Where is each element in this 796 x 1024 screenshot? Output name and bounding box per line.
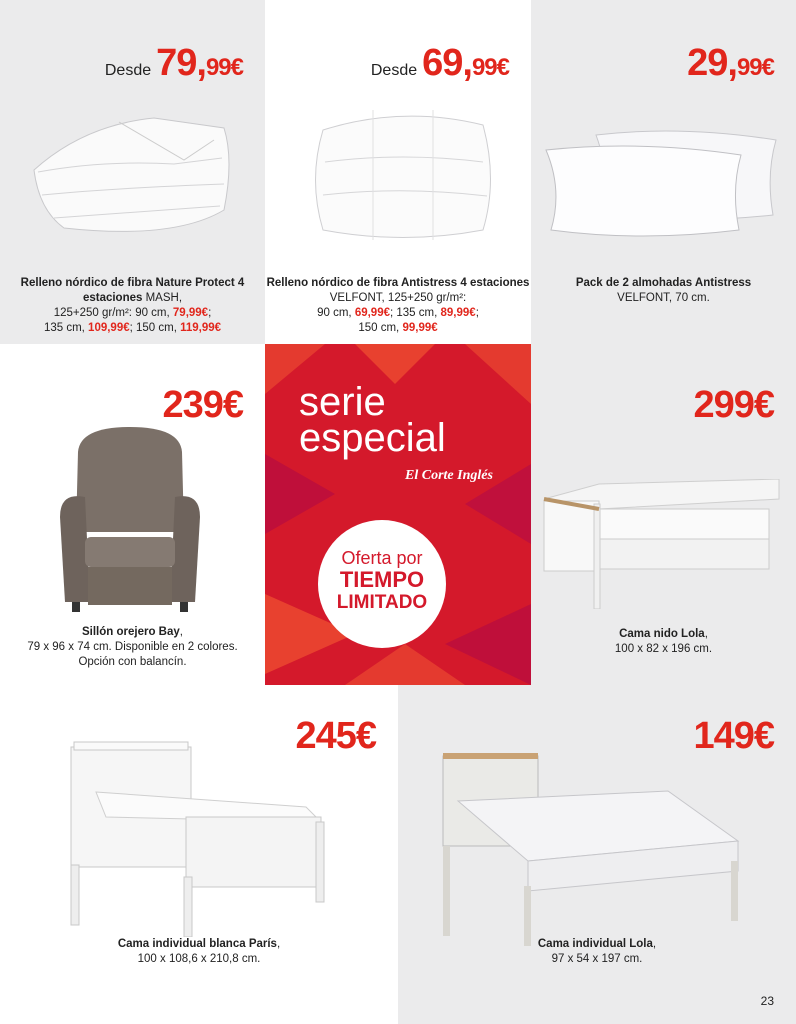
product-caption: Cama nido Lola, 100 x 82 x 196 cm. xyxy=(614,628,713,655)
product-price: 299€ xyxy=(693,384,774,426)
promo-title-1: serie xyxy=(299,380,386,424)
promo-serie-especial xyxy=(265,344,531,685)
product-bed-lola xyxy=(398,685,796,1024)
product-price: Desde 79,99€ xyxy=(104,42,243,84)
product-duvet-mash xyxy=(0,0,265,344)
product-pillows xyxy=(531,0,796,344)
product-bed-paris xyxy=(0,685,398,1024)
page-number: 23 xyxy=(760,994,774,1008)
product-caption: Sillón orejero Bay, 79 x 96 x 74 cm. Disponible en 2 colores. Opción con balancín. xyxy=(27,626,238,668)
pillows-image xyxy=(541,120,781,250)
product-price: 239€ xyxy=(162,384,243,426)
product-caption: Pack de 2 almohadas Antistress VELFONT, 70 cm. xyxy=(575,277,752,304)
badge-text-3: LIMITADO xyxy=(336,592,428,613)
product-price: 29,99€ xyxy=(687,42,774,84)
badge-text-2: TIEMPO xyxy=(339,567,425,592)
promo-badge xyxy=(318,520,446,648)
trundle-bed-image xyxy=(539,479,784,609)
product-price: 245€ xyxy=(295,715,376,757)
product-duvet-velfont xyxy=(265,0,531,344)
duvet-image xyxy=(303,100,503,250)
bed-paris-image xyxy=(66,737,336,937)
product-caption: Cama individual Lola, 97 x 54 x 197 cm. xyxy=(537,938,657,965)
armchair-image xyxy=(50,422,210,622)
product-trundle-bed xyxy=(531,344,796,685)
duvet-image xyxy=(24,100,244,250)
product-price: 149€ xyxy=(693,715,774,757)
promo-brand: El Corte Inglés xyxy=(405,468,493,483)
product-caption: Relleno nórdico de fibra Nature Protect 4 estaciones MASH, 125+250 gr/m²: 90 cm, 79,99€; 135 cm, 109,99€; 150 cm, 119,99€ xyxy=(20,277,245,334)
badge-text-1: Oferta por xyxy=(341,548,423,568)
product-caption: Relleno nórdico de fibra Antistress 4 estaciones VELFONT, 125+250 gr/m²: 90 cm, 69,99€; 135 cm, 89,99€; 150 cm, 99,99€ xyxy=(266,277,530,334)
bed-lola-image xyxy=(438,751,748,951)
product-price: Desde 69,99€ xyxy=(370,42,509,84)
product-caption: Cama individual blanca París, 100 x 108,6 x 210,8 cm. xyxy=(117,938,281,965)
product-armchair xyxy=(0,344,265,685)
promo-title-2: especial xyxy=(299,416,446,460)
